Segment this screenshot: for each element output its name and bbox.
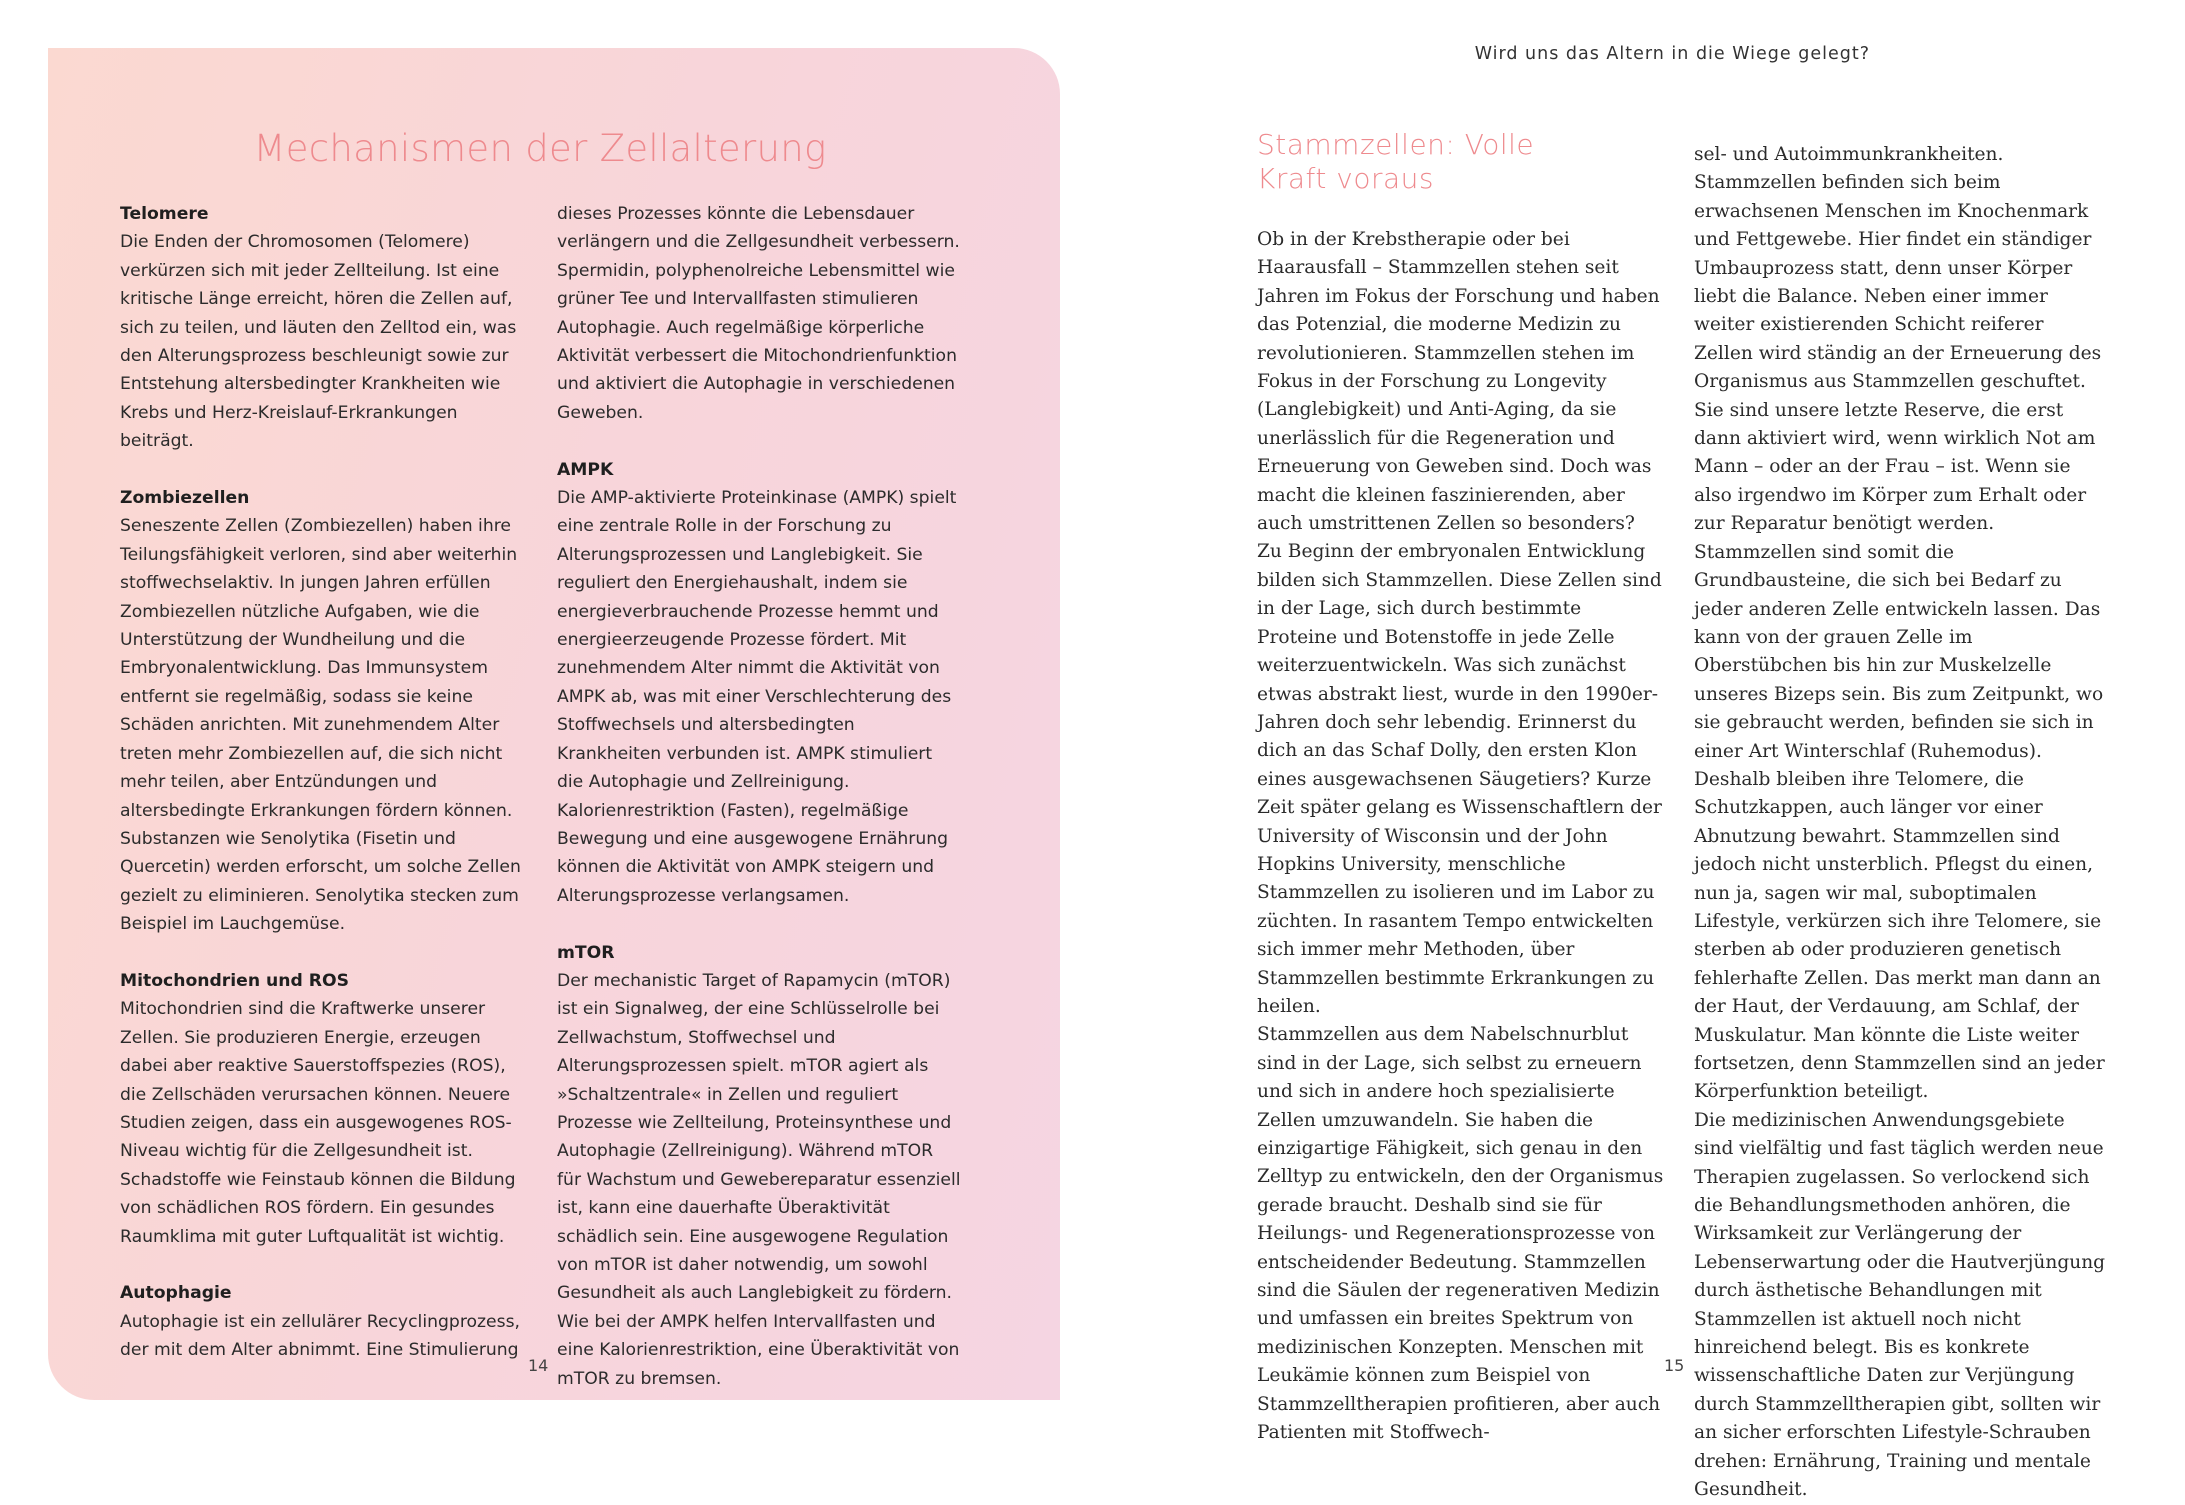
running-head: Wird uns das Altern in die Wiege gelegt?: [1474, 44, 1870, 64]
section-text-autophagie-part2: dieses Prozesses könnte die Lebensdauer verlängern und die Zellgesundheit verbessern. Spermidin, polyphenolreiche Lebensmittel wie grüner Tee und Intervallfasten stimulieren Autophagie. Auch regelmäßige körperliche Aktivität verbessert die Mitochondrienfunktion und aktiviert die Autophagie in verschiedenen Geweben.: [557, 204, 960, 423]
section-heading-autophagie: Autophagie: [120, 1283, 232, 1304]
section-heading-telomere: Telomere: [120, 204, 209, 224]
box-title: Mechanismen der Zellalterung: [253, 127, 827, 170]
section-text-ampk: Die AMP-aktivierte Proteinkinase (AMPK) spielt eine zentrale Rolle in der Forschung zu Alterungsprozessen und Langlebigkeit. Sie reguliert den Energiehaushalt, indem sie energieverbrauchende Prozesse hemmt und energieerzeugende Prozesse fördert. Mit zunehmendem Alter nimmt die Aktivität von AMPK ab, was mit einer Verschlechterung des Stoffwechsels und altersbedingten Krankheiten verbunden ist. AMPK stimuliert die Autophagie und Zellreinigung. Kalorienrestriktion (Fasten), regelmäßige Bewegung und eine ausgewogene Ernährung können die Aktivität von AMPK steigern und Alterungsprozesse verlangsamen.: [557, 488, 957, 906]
section-heading-mitochondrien: Mitochondrien und ROS: [120, 970, 350, 991]
article-title: [1257, 128, 1637, 196]
body-paragraph: Die medizinischen Anwendungsgebiete sind vielfältig und fast täglich werden neue Therapien zugelassen. So verlockend sich die Behandlungsmethoden anhören, die Wirksamkeit zur Verlängerung der Lebenserwartung oder die Hautverjüngung durch ästhetische Behandlungen mit Stammzellen ist aktuell noch nicht hinreichend belegt. Bis es konkrete wissenschaftliche Daten zur Verjüngung durch Stammzelltherapien gibt, sollten wir an sicher erforschten Lifestyle-Schrauben drehen: Ernährung, Training und mentale Gesundheit.: [1694, 1109, 2106, 1501]
page-number-left: 14: [528, 1356, 549, 1375]
body-paragraph: Stammzellen aus dem Nabelschnurblut sind in der Lage, sich selbst zu erneuern und sich in andere hoch spezialisierte Zellen umzuwandeln. Sie haben die einzigartige Fähigkeit, sich genau in den Zelltyp zu entwickeln, den der Organismus gerade braucht. Deshalb sind sie für Heilungs- und Regenerationsprozesse von entscheidender Bedeutung. Stammzellen sind die Säulen der regenerativen Medizin und umfassen ein breites Spektrum von medizinischen Konzepten. Menschen mit Leukämie können zum Beispiel von Stammzelltherapien profitieren, aber auch Patienten mit Stoffwech-: [1257, 1024, 1664, 1444]
body-paragraph: Ob in der Krebstherapie oder bei Haarausfall – Stammzellen stehen seit Jahren im Fokus der Forschung und haben das Potenzial, die moderne Medizin zu revolutionieren. Stammzellen stehen im Fokus in der Forschung zu Longevity (Langlebigkeit) und Anti-Aging, da sie unerlässlich für die Regeneration und Erneuerung von Geweben sind. Doch was macht die kleinen faszinierenden, aber auch umstrittenen Zellen so besonders?: [1257, 229, 1660, 535]
body-paragraph: sel- und Autoimmunkrankheiten. Stammzellen befinden sich beim erwachsenen Menschen im Knochenmark und Fettgewebe. Hier findet ein ständiger Umbauprozess statt, denn unser Körper liebt die Balance. Neben einer immer weiter existierenden Schicht reiferer Zellen wird ständig an der Erneuerung des Organismus aus Stammzellen geschuftet. Sie sind unsere letzte Reserve, die erst dann aktiviert wird, wenn wirklich Not am Mann – oder an der Frau – ist. Wenn sie also irgendwo im Körper zum Erhalt oder zur Reparatur benötigt werden. Stammzellen sind somit die Grundbausteine, die sich bei Bedarf zu jeder anderen Zelle entwickeln lassen. Das kann von der grauen Zelle im Oberstübchen bis hin zur Muskelzelle unseres Bizeps sein. Bis zum Zeitpunkt, wo sie gebraucht werden, befinden sie sich in einer Art Winterschlaf (Ruhemodus). Deshalb bleiben ihre Telomere, die Schutzkappen, auch länger vor einer Abnutzung bewahrt. Stammzellen sind jedoch nicht unsterblich. Pflegst du einen, nun ja, sagen wir mal, suboptimalen Lifestyle, verkürzen sich ihre Telomere, sie sterben ab oder produzieren genetisch fehlerhafte Zellen. Das merkt man dann an der Haut, der Verdauung, am Schlaf, der Muskulatur. Man könnte die Liste weiter fortsetzen, denn Stammzellen sind an jeder Körperfunktion beteiligt.: [1694, 144, 2105, 1103]
box-column-left: [120, 200, 525, 1393]
section-text-autophagie-part1: Autophagie ist ein zellulärer Recyclingprozess, der mit dem Alter abnimmt. Eine Stimulierung: [120, 1311, 520, 1361]
section-heading-ampk: AMPK: [557, 459, 614, 480]
box-column-right: [557, 200, 962, 1421]
body-column-left: [1257, 226, 1667, 1447]
article-title-line2: Kraft voraus: [1257, 162, 1434, 195]
section-heading-zombiezellen: Zombiezellen: [120, 488, 250, 509]
body-column-right: [1694, 141, 2106, 1505]
section-text-zombiezellen: Seneszente Zellen (Zombiezellen) haben ihre Teilungsfähigkeit verloren, sind aber weiterhin stoffwechselaktiv. In jungen Jahren erfüllen Zombiezellen nützliche Aufgaben, wie die Unterstützung der Wundheilung und die Embryonalentwicklung. Das Immunsystem entfernt sie regelmäßig, sodass sie keine Schäden anrichten. Mit zunehmendem Alter treten mehr Zombiezellen auf, die sich nicht mehr teilen, aber Entzündungen und altersbedingte Erkrankungen fördern können. Substanzen wie Senolytika (Fisetin und Quercetin) werden erforscht, um solche Zellen gezielt zu eliminieren. Senolytika stecken zum Beispiel im Lauchgemüse.: [120, 516, 521, 935]
section-heading-mtor: mTOR: [557, 942, 615, 963]
section-text-telomere: Die Enden der Chromosomen (Telomere) verkürzen sich mit jeder Zellteilung. Ist eine kritische Länge erreicht, hören die Zellen auf, sich zu teilen, und läuten den Zelltod ein, was den Alterungsprozess beschleunigt sowie zur Entstehung altersbedingter Krankheiten wie Krebs und Herz-Kreislauf-Erkrankungen beiträgt.: [120, 232, 517, 452]
body-paragraph: Zu Beginn der embryonalen Entwicklung bilden sich Stammzellen. Diese Zellen sind in der Lage, sich durch bestimmte Proteine und Botenstoffe in jede Zelle weiterzuentwickeln. Was sich zunächst etwas abstrakt liest, wurde in den 1990er-Jahren doch sehr lebendig. Erinnerst du dich an das Schaf Dolly, den ersten Klon eines ausgewachsenen Säugetiers? Kurze Zeit später gelang es Wissenschaftlern der University of Wisconsin und der John Hopkins University, menschliche Stammzellen zu isolieren und im Labor zu züchten. In rasantem Tempo entwickelten sich immer mehr Methoden, über Stammzellen bestimmte Erkrankungen zu heilen.: [1257, 541, 1662, 1017]
article-title-line1: Stammzellen: Volle: [1257, 128, 1535, 161]
section-text-mitochondrien: Mitochondrien sind die Kraftwerke unserer Zellen. Sie produzieren Energie, erzeugen dabei aber reaktive Sauerstoffspezies (ROS), die Zellschäden verursachen können. Neuere Studien zeigen, dass ein ausgewogenes ROS-Niveau wichtig für die Zellgesundheit ist. Schadstoffe wie Feinstaub können die Bildung von schädlichen ROS fördern. Ein gesundes Raumklima mit guter Luftqualität ist wichtig.: [120, 999, 516, 1247]
section-text-mtor: Der mechanistic Target of Rapamycin (mTOR) ist ein Signalweg, der eine Schlüsselrolle bei Zellwachstum, Stoffwechsel und Alterungsprozessen spielt. mTOR agiert als »Schaltzentrale« in Zellen und reguliert Prozesse wie Zellteilung, Proteinsynthese und Autophagie (Zellreinigung). Während mTOR für Wachstum und Gewebereparatur essenziell ist, kann eine dauerhafte Überaktivität schädlich sein. Eine ausgewogene Regulation von mTOR ist daher notwendig, um sowohl Gesundheit als auch Langlebigkeit zu fördern. Wie bei der AMPK helfen Intervallfasten und eine Kalorienrestriktion, eine Überaktivität von mTOR zu bremsen.: [557, 970, 961, 1389]
page-number-right: 15: [1664, 1356, 1685, 1375]
